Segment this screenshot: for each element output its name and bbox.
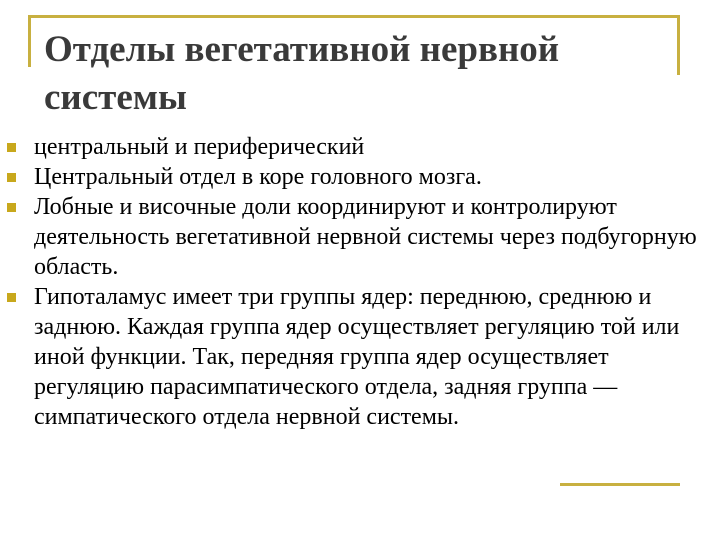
square-bullet-icon [7, 173, 16, 182]
list-item-text: Центральный отдел в коре головного мозга. [34, 164, 482, 190]
square-bullet-icon [7, 293, 16, 302]
list-item-text: Лобные и височные доли координируют и контролируют деятельность вегетативной нервной системы через подбугорную область. [34, 194, 697, 280]
list-item [0, 192, 705, 282]
square-bullet-icon [7, 203, 16, 212]
list-item-text: центральный и периферический [34, 134, 365, 160]
list-item [0, 132, 705, 162]
slide-title: Отделы вегетативной нервной системы [44, 29, 560, 118]
left-decorative-rule [28, 15, 31, 67]
top-decorative-rule [28, 15, 678, 18]
bottom-decorative-rule [560, 483, 680, 486]
list-item [0, 162, 705, 192]
list-item-text: Гипоталамус имеет три группы ядер: переднюю, среднюю и заднюю. Каждая группа ядер осуществляет регуляцию той или иной функции. Так, передняя группа ядер осуществляет регуляцию парасимпатического отдела, задняя группа — симпатического отдела нервной системы. [34, 284, 680, 430]
square-bullet-icon [7, 143, 16, 152]
right-decorative-rule [677, 15, 680, 75]
list-item [0, 282, 705, 432]
bullet-list [0, 132, 705, 432]
